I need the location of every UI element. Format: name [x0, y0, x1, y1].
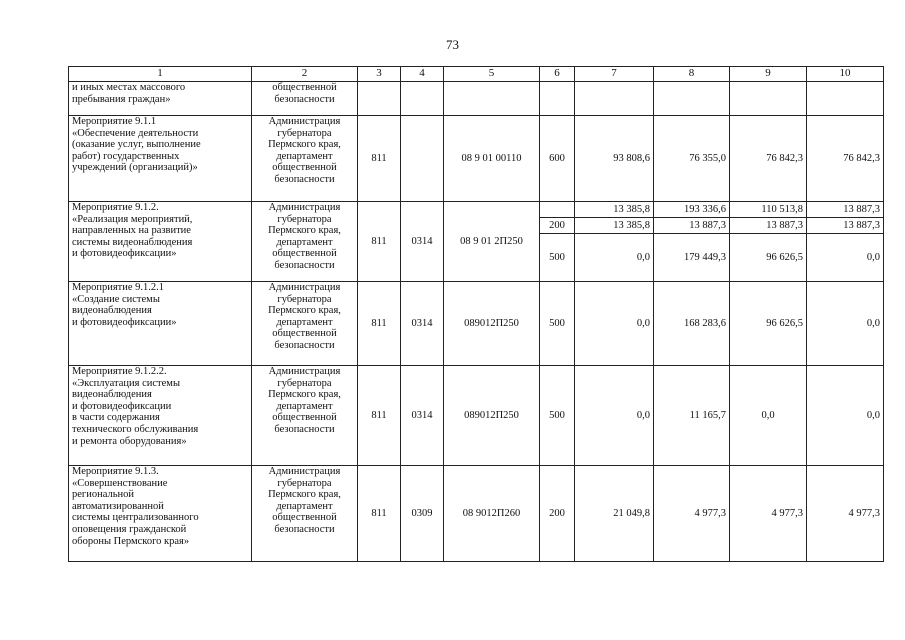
target-code: 089012П250	[444, 366, 540, 466]
executor: Администрация губернатора Пермского края, департамент общественной безопасности	[252, 466, 358, 562]
amount-col8: 4 977,3	[654, 466, 730, 562]
amount-col9: 13 887,3	[730, 218, 807, 234]
amount-col9: 110 513,8	[730, 202, 807, 218]
executor: Администрация губернатора Пермского края, департамент общественной безопасности	[252, 366, 358, 466]
header-cell: 10	[807, 67, 884, 82]
amount-col7: 93 808,6	[575, 116, 654, 202]
amount-col7: 0,0	[575, 234, 654, 282]
amount-col9: 96 626,5	[730, 282, 807, 366]
table-row	[69, 282, 884, 366]
header-row	[69, 67, 884, 82]
section-code: 0314	[401, 366, 444, 466]
header-cell: 8	[654, 67, 730, 82]
section-code: 0309	[401, 466, 444, 562]
expense-type	[540, 202, 575, 218]
executor: Администрация губернатора Пермского края, департамент общественной безопасности	[252, 116, 358, 202]
amount-col10: 0,0	[807, 282, 884, 366]
amount-col9: 76 842,3	[730, 116, 807, 202]
activity-name: Мероприятие 9.1.2.2. «Эксплуатация системы видеонаблюдения и фотовидеофиксации в части содержания технического обслуживания и ремонта оборудования»	[69, 366, 252, 466]
header-cell: 4	[401, 67, 444, 82]
header-cell: 6	[540, 67, 575, 82]
amount-col8: 76 355,0	[654, 116, 730, 202]
amount-col8: 13 887,3	[654, 218, 730, 234]
executor: Администрация губернатора Пермского края, департамент общественной безопасности	[252, 282, 358, 366]
expense-type: 500	[540, 282, 575, 366]
amount-col10: 13 887,3	[807, 218, 884, 234]
amount-col8: 179 449,3	[654, 234, 730, 282]
section-code: 0314	[401, 202, 444, 282]
table-row	[69, 82, 884, 116]
amount-col7: 0,0	[575, 282, 654, 366]
amount-col9: 96 626,5	[730, 234, 807, 282]
expense-type: 200	[540, 466, 575, 562]
expense-type: 200	[540, 218, 575, 234]
ministry-code: 811	[358, 202, 401, 282]
target-code: 089012П250	[444, 282, 540, 366]
expense-type: 500	[540, 366, 575, 466]
table-row	[69, 466, 884, 562]
activity-name: Мероприятие 9.1.2.1 «Создание системы видеонаблюдения и фотовидеофиксации»	[69, 282, 252, 366]
amount-col9: 4 977,3	[730, 466, 807, 562]
executor: Администрация губернатора Пермского края, департамент общественной безопасности	[252, 202, 358, 282]
amount-col10: 0,0	[807, 234, 884, 282]
ministry-code: 811	[358, 282, 401, 366]
expense-type: 500	[540, 234, 575, 282]
header-cell: 3	[358, 67, 401, 82]
header-cell: 7	[575, 67, 654, 82]
amount-col8: 168 283,6	[654, 282, 730, 366]
target-code: 08 9 01 2П250	[444, 202, 540, 282]
amount-col7: 13 385,8	[575, 202, 654, 218]
table-row	[69, 202, 884, 218]
amount-col8: 11 165,7	[654, 366, 730, 466]
header-cell: 1	[69, 67, 252, 82]
header-cell: 9	[730, 67, 807, 82]
ministry-code: 811	[358, 366, 401, 466]
amount-col10: 0,0	[807, 366, 884, 466]
amount-col9: 0,0	[730, 366, 807, 466]
amount-col10: 4 977,3	[807, 466, 884, 562]
table-row	[69, 116, 884, 202]
section-code	[401, 116, 444, 202]
expense-type: 600	[540, 116, 575, 202]
amount-col7: 21 049,8	[575, 466, 654, 562]
target-code: 08 9012П260	[444, 466, 540, 562]
ministry-code: 811	[358, 466, 401, 562]
amount-col10: 76 842,3	[807, 116, 884, 202]
amount-col7: 13 385,8	[575, 218, 654, 234]
budget-table	[68, 66, 884, 562]
activity-name: и иных местах массового пребывания граждан»	[69, 82, 252, 116]
page-number: 73	[446, 37, 459, 52]
amount-col8: 193 336,6	[654, 202, 730, 218]
activity-name: Мероприятие 9.1.1 «Обеспечение деятельности (оказание услуг, выполнение работ) государственных учреждений (организаций)»	[69, 116, 252, 202]
target-code: 08 9 01 00110	[444, 116, 540, 202]
executor: общественной безопасности	[252, 82, 358, 116]
amount-col7: 0,0	[575, 366, 654, 466]
header-cell: 2	[252, 67, 358, 82]
ministry-code: 811	[358, 116, 401, 202]
header-cell: 5	[444, 67, 540, 82]
section-code: 0314	[401, 282, 444, 366]
activity-name: Мероприятие 9.1.3. «Совершенствование региональной автоматизированной системы централизованного оповещения гражданской обороны Пермского края»	[69, 466, 252, 562]
activity-name: Мероприятие 9.1.2. «Реализация мероприятий, направленных на развитие системы видеонаблюдения и фотовидеофиксации»	[69, 202, 252, 282]
table-row	[69, 366, 884, 466]
amount-col10: 13 887,3	[807, 202, 884, 218]
